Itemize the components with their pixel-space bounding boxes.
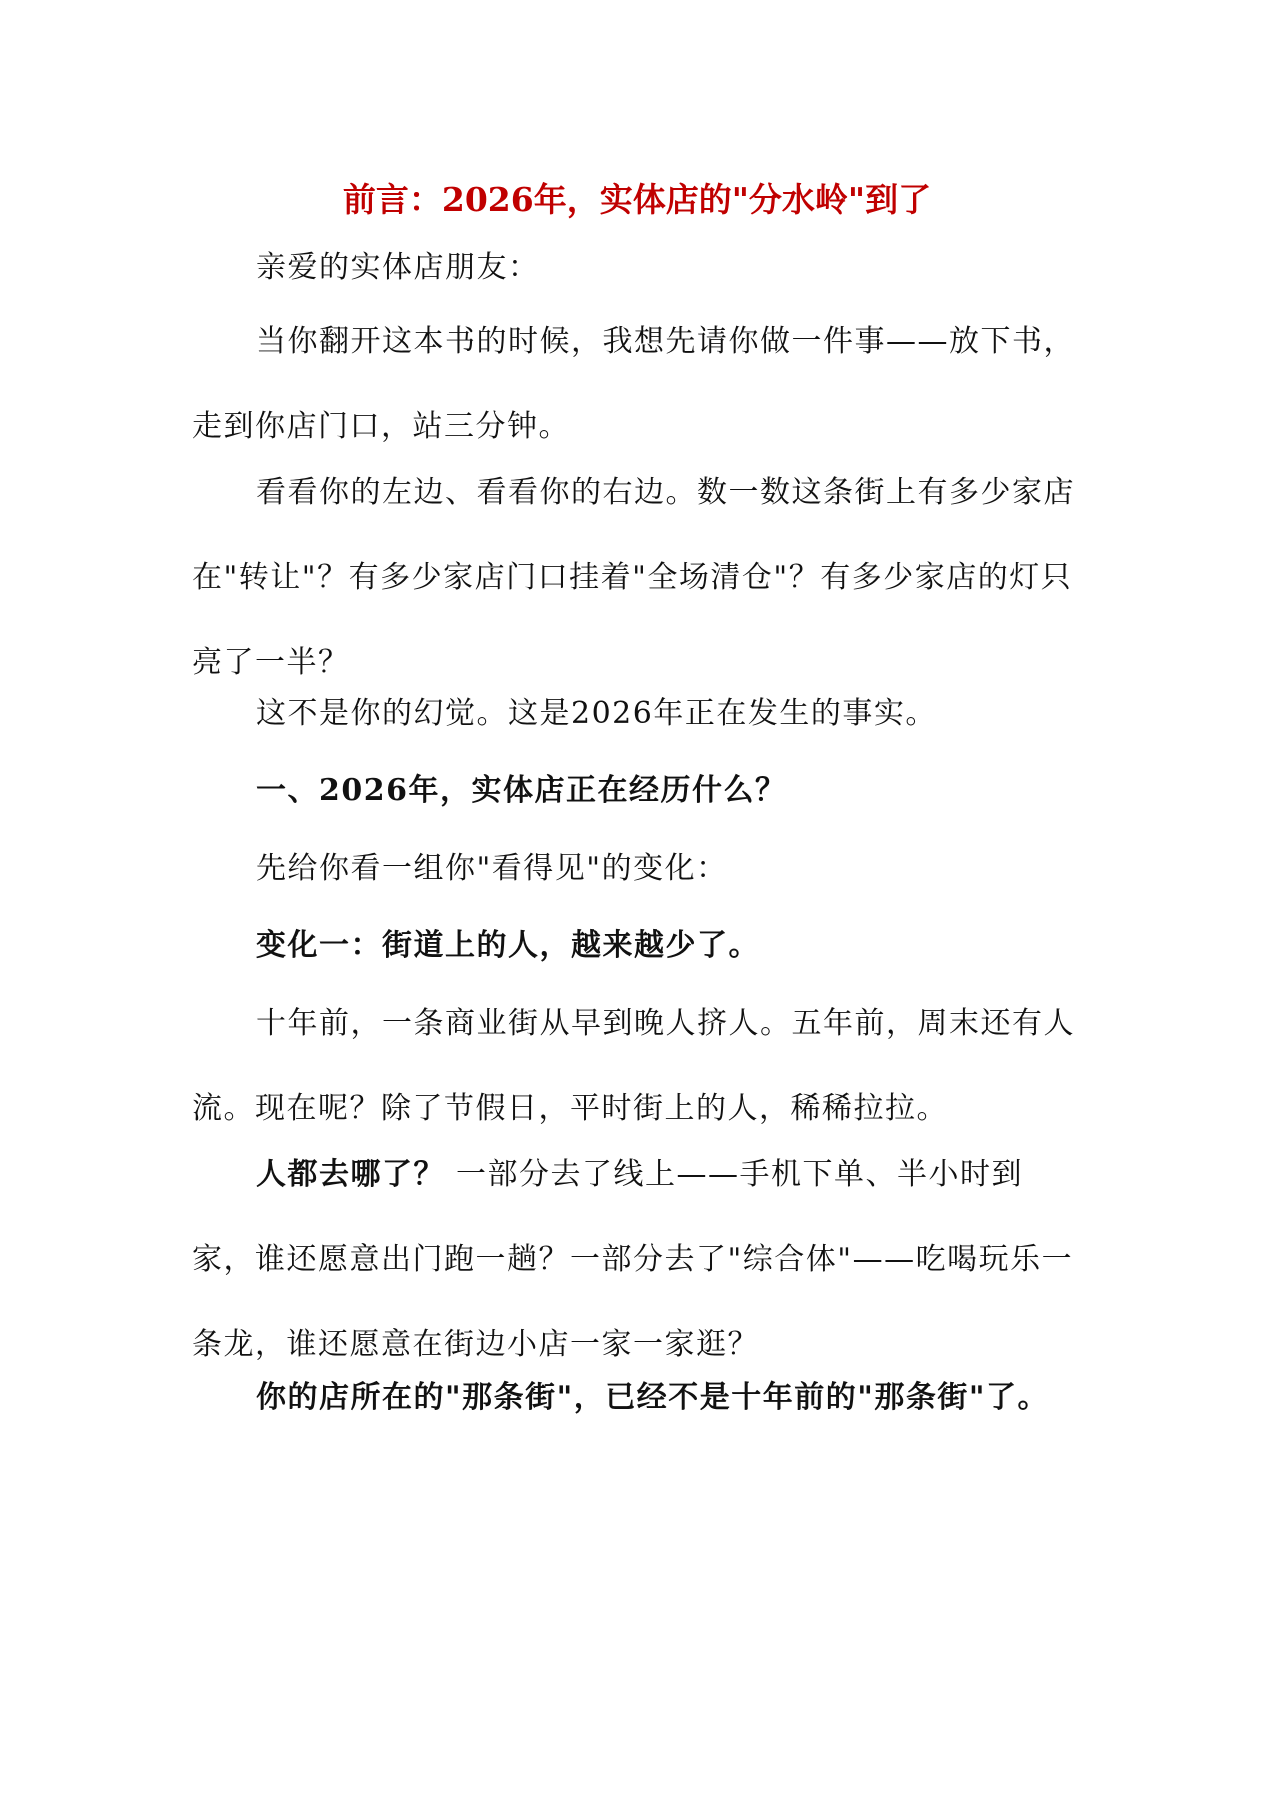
body-paragraph: 十年前，一条商业街从早到晚人挤人。五年前，周末还有人流。现在呢？除了节假日，平时街上的人，稀稀拉拉。 [192, 1006, 1075, 1126]
body-paragraph: 这不是你的幻觉。这是2026年正在发生的事实。 [256, 696, 937, 731]
section-heading: 一、2026年，实体店正在经历什么？ [256, 773, 787, 808]
body-paragraph: 看看你的左边、看看你的右边。数一数这条街上有多少家店在"转让"？有多少家店门口挂着"全场清仓"？有多少家店的灯只亮了一半？ [192, 475, 1075, 680]
body-paragraph: 当你翻开这本书的时候，我想先请你做一件事——放下书，走到你店门口，站三分钟。 [192, 324, 1075, 444]
question-lead: 人都去哪了？ [256, 1157, 445, 1192]
subsection-heading: 变化一：街道上的人，越来越少了。 [256, 928, 760, 963]
body-paragraph [192, 1132, 1082, 1387]
page-title: 前言：2026年，实体店的"分水岭"到了 [342, 180, 932, 219]
greeting-paragraph: 亲爱的实体店朋友： [256, 250, 540, 285]
body-paragraph: 先给你看一组你"看得见"的变化： [256, 851, 728, 886]
question-answer: 一部分去了线上——手机下单、半小时到家，谁还愿意出门跑一趟？一部分去了"综合体"——吃喝玩乐一条龙，谁还愿意在街边小店一家一家逛？ [192, 1157, 1074, 1362]
emphasis-paragraph: 你的店所在的"那条街"，已经不是十年前的"那条街"了。 [256, 1380, 1050, 1415]
